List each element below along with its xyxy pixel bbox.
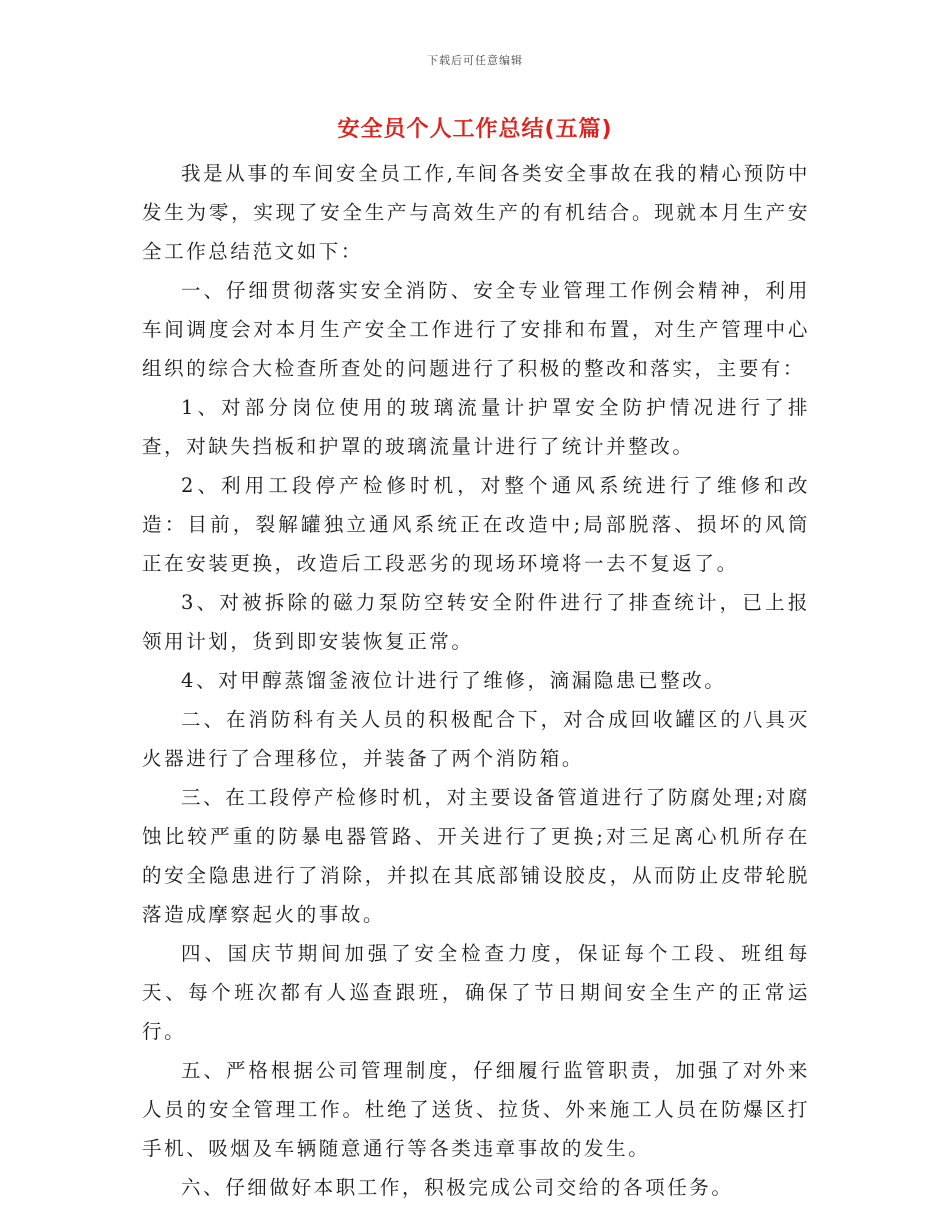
paragraph-section-6: 六、仔细做好本职工作，积极完成公司交给的各项任务。: [181, 1176, 734, 1199]
paragraph-item-4: 4、对甲醇蒸馏釜液位计进行了维修，滴漏隐患已整改。: [181, 669, 727, 692]
paragraph-item-3: 3、对被拆除的磁力泵防空转安全附件进行了排查统计，已上报领用计划，货到即安装恢复正常。: [142, 591, 810, 653]
document-title: 安全员个人工作总结(五篇): [337, 117, 613, 142]
paragraph-item-2: 2、利用工段停产检修时机，对整个通风系统进行了维修和改造：目前，裂解罐独立通风系统正在改造中;局部脱落、损坏的风筒正在安装更换，改造后工段恶劣的现场环境将一去不复返了。: [142, 474, 810, 575]
paragraph-section-1: 一、仔细贯彻落实安全消防、安全专业管理工作例会精神，利用车间调度会对本月生产安全工作进行了安排和布置，对生产管理中心组织的综合大检查所查处的问题进行了积极的整改和落实，主要有：: [142, 279, 810, 380]
paragraph-section-3: 三、在工段停产检修时机，对主要设备管道进行了防腐处理;对腐蚀比较严重的防暴电器管路、开关进行了更换;对三足离心机所存在的安全隐患进行了消除，并拟在其底部铺设胶皮，从而防止皮带轮脱落造成摩察起火的事故。: [142, 786, 810, 926]
paragraph-intro: 我是从事的车间安全员工作,车间各类安全事故在我的精心预防中发生为零，实现了安全生产与高效生产的有机结合。现就本月生产安全工作总结范文如下：: [142, 162, 810, 263]
paragraph-item-1: 1、对部分岗位使用的玻璃流量计护罩安全防护情况进行了排查，对缺失挡板和护罩的玻璃流量计进行了统计并整改。: [142, 396, 810, 458]
paragraph-section-5: 五、严格根据公司管理制度，仔细履行监管职责，加强了对外来人员的安全管理工作。杜绝了送货、拉货、外来施工人员在防爆区打手机、吸烟及车辆随意通行等各类违章事故的发生。: [142, 1059, 810, 1160]
paragraph-section-4: 四、国庆节期间加强了安全检查力度，保证每个工段、班组每天、每个班次都有人巡查跟班，确保了节日期间安全生产的正常运行。: [142, 942, 810, 1043]
paragraph-section-2: 二、在消防科有关人员的积极配合下，对合成回收罐区的八具灭火器进行了合理移位，并装备了两个消防箱。: [142, 708, 810, 770]
document-body: [142, 154, 810, 1207]
header-note: 下载后可任意编辑: [427, 54, 523, 67]
